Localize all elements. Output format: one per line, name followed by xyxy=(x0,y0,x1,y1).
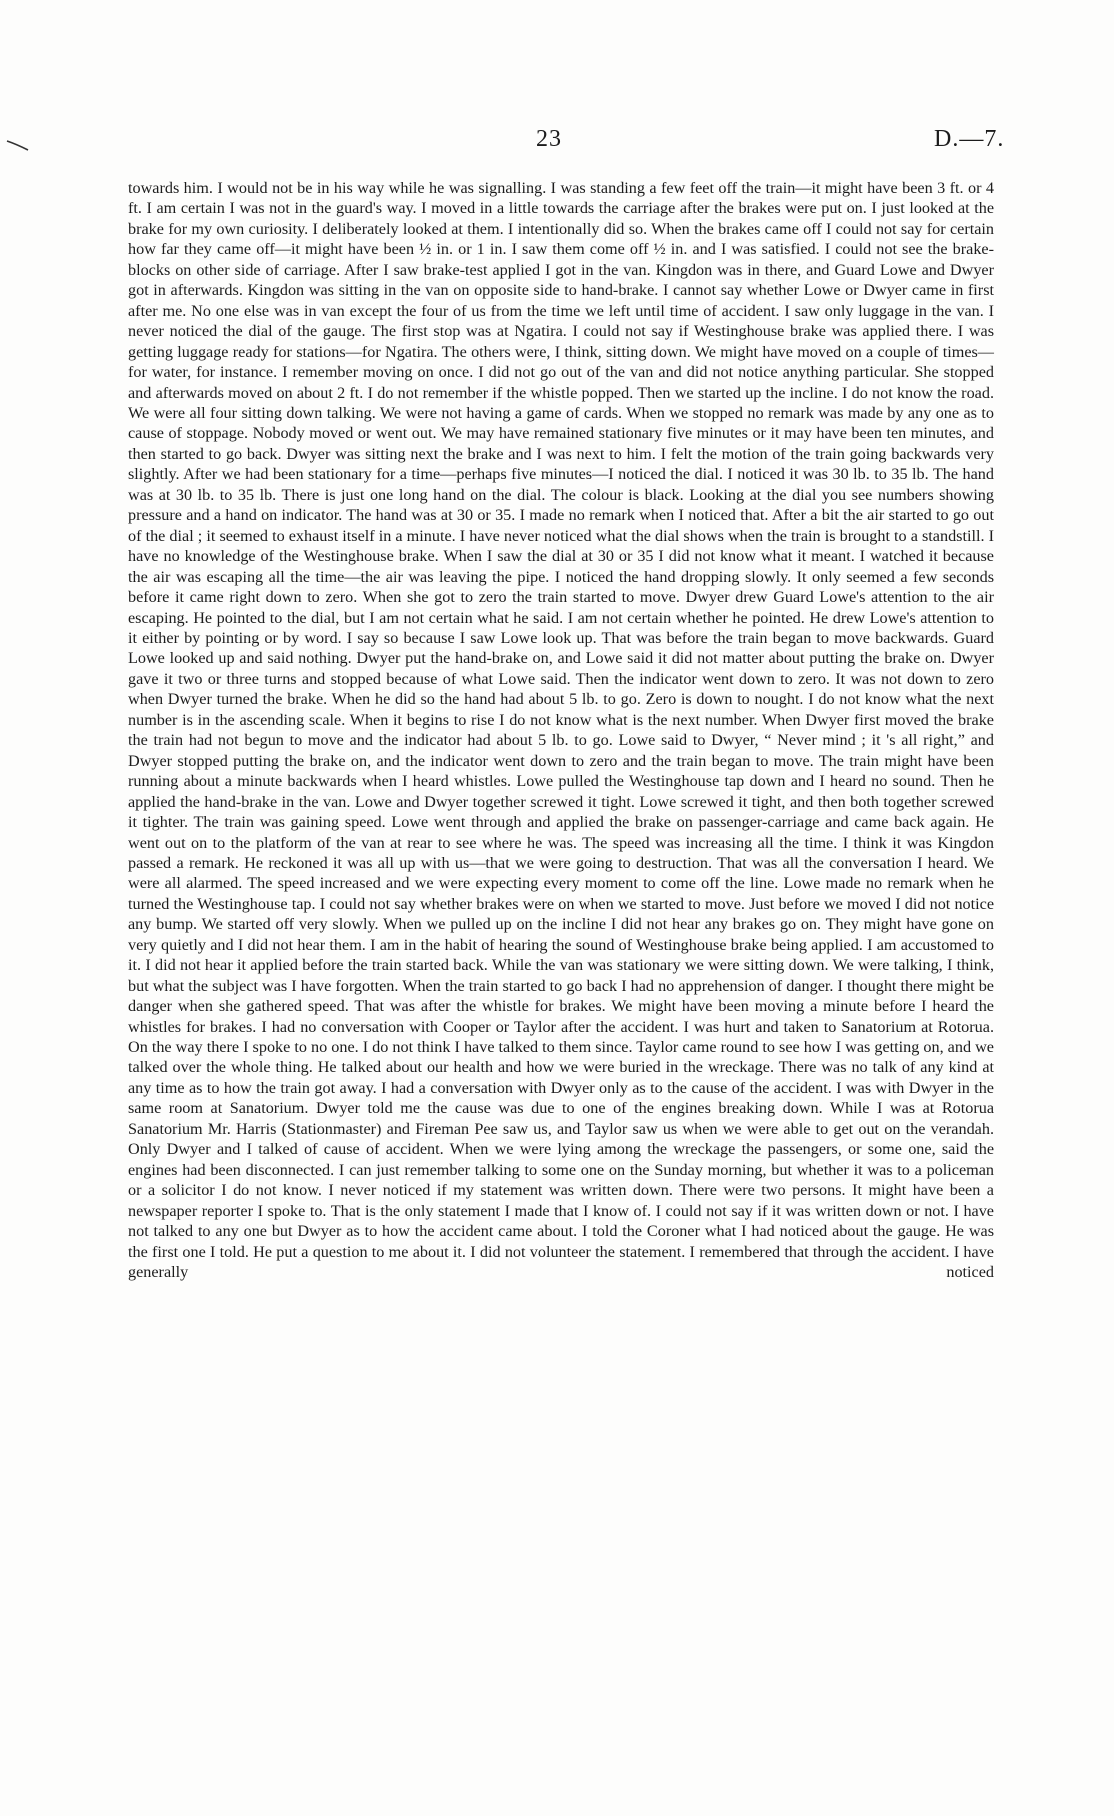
document-reference: D.—7. xyxy=(934,126,1005,152)
paragraph: towards him. I would not be in his way while he was signalling. I was standing a few feet off the train—it might have been 3 ft. or 4 ft. I am certain I was not in the guard's way. I moved in a little towards the carriage after the brakes were put on. I just looked at the brake for my own curiosity. I deliberately looked at them. I intentionally did so. When the brakes came off I could not say for certain how far they came off—it might have been ½ in. or 1 in. I saw them come off ½ in. and I was satisfied. I could not see the brake-blocks on other side of carriage. After I saw brake-test applied I got in the van. Kingdon was in there, and Guard Lowe and Dwyer got in afterwards. Kingdon was sitting in the van on opposite side to hand-brake. I cannot say whether Lowe or Dwyer came in first after me. No one else was in van except the four of us from the time we left until time of accident. I saw only luggage in the van. I never noticed the dial of the gauge. The first stop was at Ngatira. I could not say if Westinghouse brake was applied there. I was getting luggage ready for stations—for Ngatira. The others were, I think, sitting down. We might have moved on a couple of times—for water, for instance. I remember moving on once. I did not go out of the van and did not notice anything particular. She stopped and afterwards moved on about 2 ft. I do not remember if the whistle popped. Then we started up the incline. I do not know the road. We were all four sitting down talking. We were not having a game of cards. When we stopped no remark was made by any one as to cause of stoppage. Nobody moved or went out. We may have remained stationary five minutes or it may have been ten minutes, and then started to go back. Dwyer was sitting next the brake and I was next to him. I felt the motion of the train going backwards very slightly. After we had been stationary for a time—perhaps five minutes—I noticed the dial. I noticed it was 30 lb. to 35 lb. The hand was at 30 lb. to 35 lb. There is just one long hand on the dial. The colour is black. Looking at the dial you see numbers showing pressure and a hand on indicator. The hand was at 30 or 35. I made no remark when I noticed that. After a bit the air started to go out of the dial ; it seemed to exhaust itself in a minute. I have never noticed what the dial shows when the train is brought to a standstill. I have no knowledge of the Westinghouse brake. When I saw the dial at 30 or 35 I did not know what it meant. I watched it because the air was escaping all the time—the air was leaving the pipe. I noticed the hand dropping slowly. It only seemed a few seconds before it came right down to zero. When she got to zero the train started to move. Dwyer drew Guard Lowe's attention to the air escaping. He pointed to the dial, but I am not certain what he said. I am not certain whether he pointed. He drew Lowe's attention to it either by pointing or by word. I say so because I saw Lowe look up. That was before the train began to move backwards. Guard Lowe looked up and said nothing. Dwyer put the hand-brake on, and Lowe said it did not matter about putting the brake on. Dwyer gave it two or three turns and stopped because of what Lowe said. Then the indicator went down to zero. It was not down to zero when Dwyer turned the brake. When he did so the hand had about 5 lb. to go. Zero is down to nought. I do not know what the next number is in the ascending scale. When it begins to rise I do not know what is the next number. When Dwyer first moved the brake the train had not begun to move and the indicator had about 5 lb. to go. Lowe said to Dwyer, “ Never mind ; it 's all right,” and Dwyer stopped putting the brake on, and the indicator went down to zero and the train began to move. The train might have been running about a minute backwards when I heard whistles. Lowe pulled the Westinghouse tap down and I heard no sound. Then he applied the hand-brake in the van. Lowe and Dwyer together screwed it tight. Lowe screwed it tight, and then both together screwed it tighter. The train was gaining speed. Lowe went through and applied the brake on passenger-carriage and came back again. He went out on to the platform of the van at rear to see where he was. The speed was increasing all the time. I think it was Kingdon passed a remark. He reckoned it was all up with us—that we were going to destruction. That was all the conversation I heard. We were all alarmed. The speed increased and we were expecting every moment to come off the line. Lowe made no remark when he turned the Westinghouse tap. I could not say whether brakes were on when we started to move. Just before we moved I did not notice any bump. We started off very slowly. When we pulled up on the incline I did not hear any brakes go on. They might have gone on very quietly and I did not hear them. I am in the habit of hearing the sound of Westinghouse brake being applied. I am accustomed to it. I did not hear it applied before the train started back. While the van was stationary we were sitting down. We were talking, I think, but what the subject was I have forgotten. When the train started to go back I had no apprehension of danger. I thought there might be danger when she gathered speed. That was after the whistle for brakes. We might have been moving a minute before I heard the whistles for brakes. I had no conversation with Cooper or Taylor after the accident. I was hurt and taken to Sanatorium at Rotorua. On the way there I spoke to no one. I do not think I have talked to them since. Taylor came round to see how I was getting on, and we talked over the whole thing. He talked about our health and how we were buried in the wreckage. There was no talk of any kind at any time as to how the train got away. I had a conversation with Dwyer only as to the cause of the accident. I was with Dwyer in the same room at Sanatorium. Dwyer told me the cause was due to one of the engines breaking down. While I was at Rotorua Sanatorium Mr. Harris (Stationmaster) and Fireman Pee saw us, and Taylor saw us when we were able to get out on the verandah. Only Dwyer and I talked of cause of accident. When we were lying among the wreckage the passengers, or some one, said the engines had been disconnected. I can just remember talking to some one on the Sunday morning, but whether it was to a policeman or a solicitor I do not know. I never noticed if my statement was written down. There were two persons. It might have been a newspaper reporter I spoke to. That is the only statement I made that I know of. I could not say if it was written down or not. I have not talked to any one but Dwyer as to how the accident came about. I told the Coroner what I had noticed about the gauge. He was the first one I told. He put a question to me about it. I did not volunteer the statement. I remembered that through the accident. I have generally noticed xyxy=(128,179,994,1282)
page-number: 23 xyxy=(536,126,562,152)
body-text xyxy=(128,178,994,1282)
page-header xyxy=(0,126,1114,158)
